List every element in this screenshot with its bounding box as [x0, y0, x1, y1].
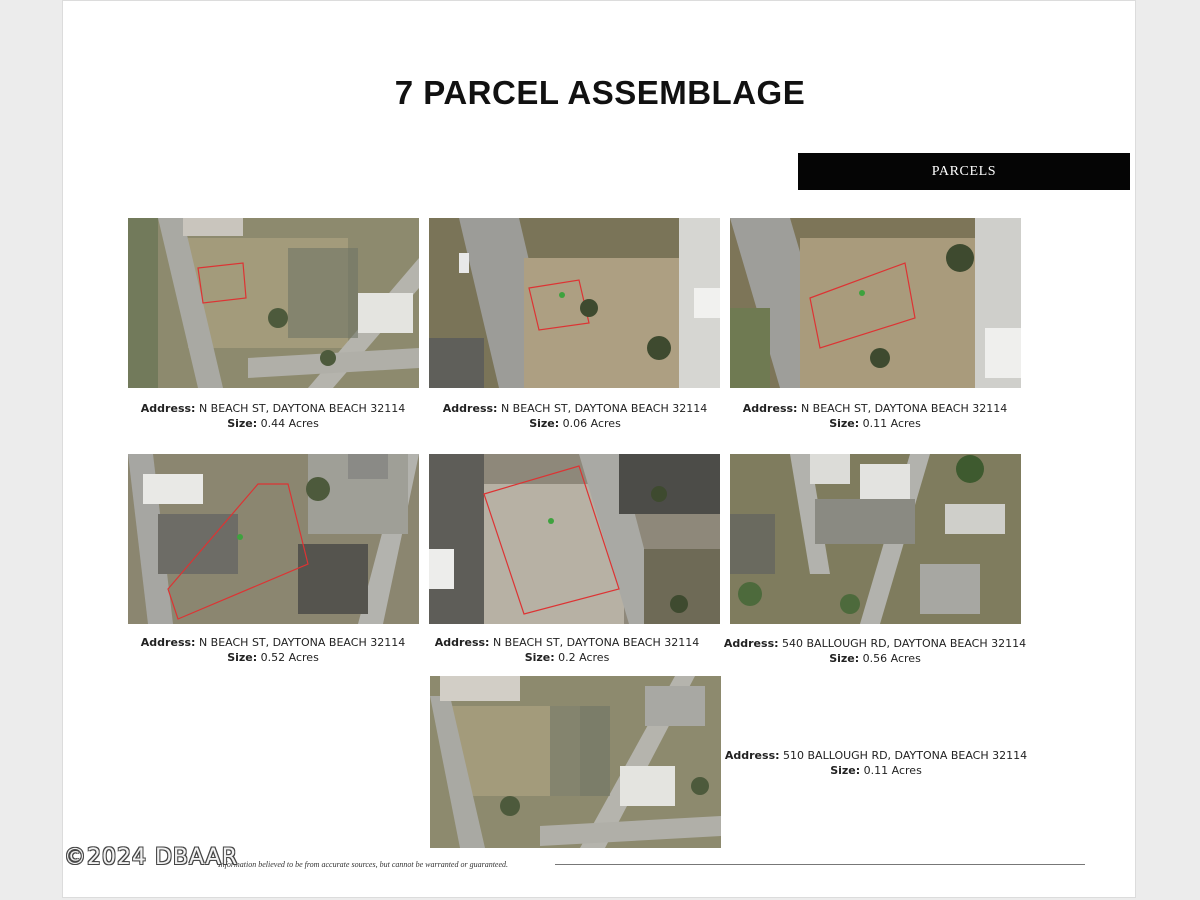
copyright-watermark: ©2024 DBAAR	[64, 845, 239, 870]
page-title: 7 PARCEL ASSEMBLAGE	[394, 74, 806, 111]
parcel-6-caption	[715, 636, 1035, 666]
parcel-4-address: N BEACH ST, DAYTONA BEACH 32114	[198, 636, 406, 649]
parcel-6-size: 0.56 Acres	[862, 652, 921, 665]
parcels-section-header	[798, 153, 1130, 190]
aerial-photo-parcel-4	[128, 454, 419, 624]
size-prefix: Size:	[524, 651, 555, 664]
parcel-1-caption	[113, 401, 433, 431]
size-prefix: Size:	[227, 651, 258, 664]
parcel-1-size: 0.44 Acres	[260, 417, 319, 430]
parcel-4-caption	[113, 635, 433, 665]
parcel-4-size: 0.52 Acres	[260, 651, 319, 664]
parcel-5-address: N BEACH ST, DAYTONA BEACH 32114	[492, 636, 700, 649]
parcels-section-label: PARCELS	[931, 163, 997, 179]
parcel-6-address: 540 BALLOUGH RD, DAYTONA BEACH 32114	[782, 637, 1027, 650]
footer-disclaimer: Information believed to be from accurate sources, but cannot be warranted or guaranteed.	[218, 860, 509, 869]
address-prefix: Address:	[723, 637, 779, 650]
size-prefix: Size:	[829, 417, 860, 430]
size-prefix: Size:	[529, 417, 560, 430]
parcel-3-address: N BEACH ST, DAYTONA BEACH 32114	[800, 402, 1008, 415]
footer-divider	[555, 864, 1085, 865]
parcel-7-size: 0.11 Acres	[863, 764, 922, 777]
parcel-7-caption	[716, 748, 1036, 778]
address-prefix: Address:	[140, 636, 196, 649]
aerial-photo-parcel-2	[429, 218, 720, 388]
parcel-5-size: 0.2 Acres	[558, 651, 610, 664]
parcel-2-address: N BEACH ST, DAYTONA BEACH 32114	[500, 402, 708, 415]
parcel-2-caption	[415, 401, 735, 431]
address-prefix: Address:	[724, 749, 780, 762]
address-prefix: Address:	[742, 402, 798, 415]
parcel-3-size: 0.11 Acres	[862, 417, 921, 430]
size-prefix: Size:	[830, 764, 861, 777]
aerial-photo-parcel-1	[128, 218, 419, 388]
parcel-1-address: N BEACH ST, DAYTONA BEACH 32114	[198, 402, 406, 415]
address-prefix: Address:	[140, 402, 196, 415]
parcel-3-caption	[715, 401, 1035, 431]
aerial-photo-parcel-3	[730, 218, 1021, 388]
aerial-photo-parcel-5	[429, 454, 720, 624]
aerial-photo-parcel-6	[730, 454, 1021, 624]
size-prefix: Size:	[829, 652, 860, 665]
size-prefix: Size:	[227, 417, 258, 430]
aerial-photo-parcel-7	[430, 676, 721, 848]
parcel-5-caption	[407, 635, 727, 665]
parcel-7-address: 510 BALLOUGH RD, DAYTONA BEACH 32114	[783, 749, 1028, 762]
parcel-2-size: 0.06 Acres	[562, 417, 621, 430]
address-prefix: Address:	[434, 636, 490, 649]
address-prefix: Address:	[442, 402, 498, 415]
